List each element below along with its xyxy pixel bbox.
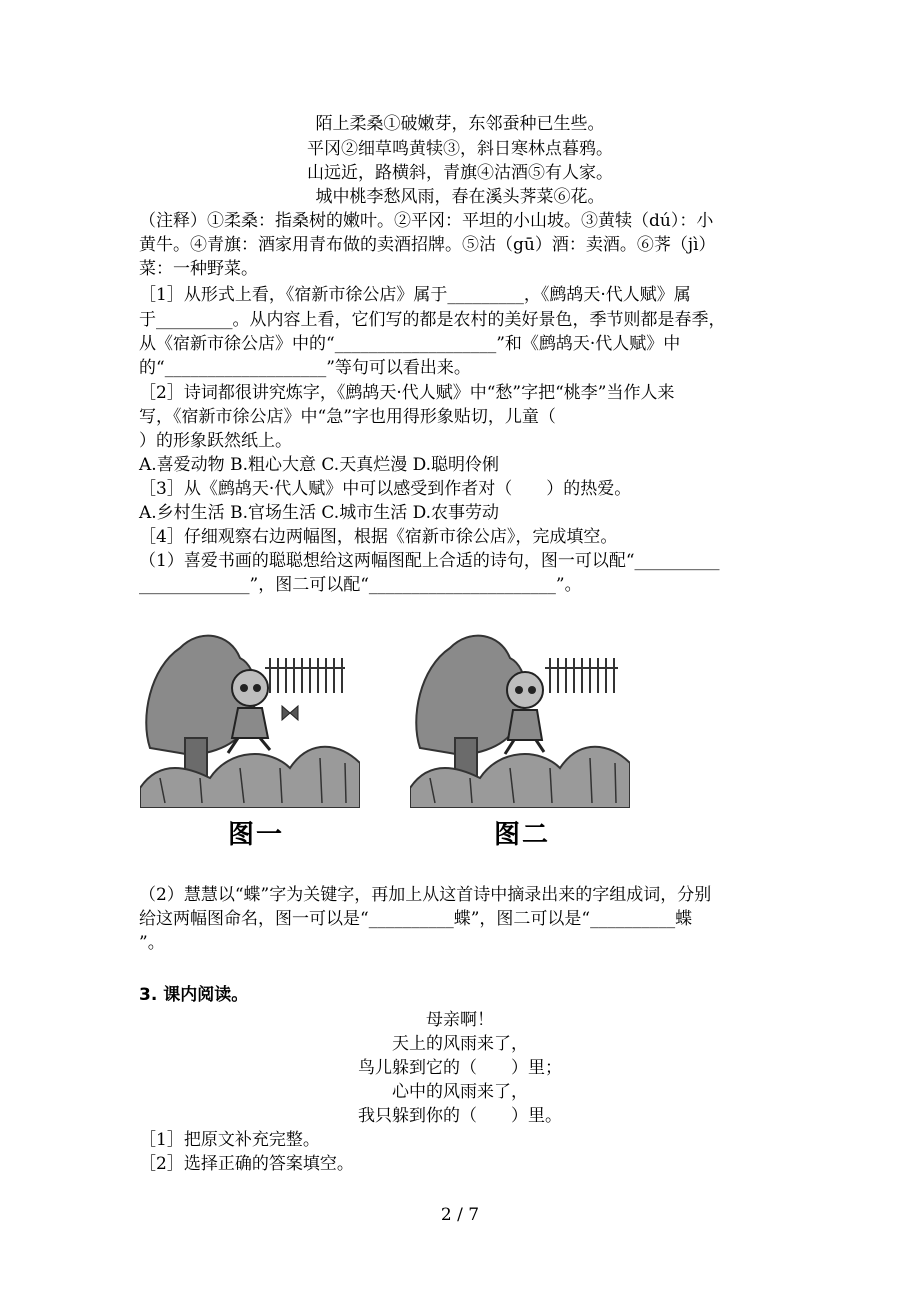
question-4b-line-3: ”。 bbox=[139, 933, 165, 953]
question-4b-line-1: （2）慧慧以“蝶”字为关键字，再加上从这首诗中摘录出来的字组成词，分别 bbox=[139, 885, 712, 905]
notes-line-2: 黄牛。④青旗：酒家用青布做的卖酒招牌。⑤沽（gū）酒：卖酒。⑥荠（jì） bbox=[139, 235, 716, 255]
question-3-line-1: ［3］从《鹧鸪天·代人赋》中可以感受到作者对（ ）的热爱。 bbox=[139, 479, 632, 499]
question-4b-line-2: 给这两幅图命名，图一可以是“__________蝶”，图二可以是“__________蝶 bbox=[139, 909, 693, 929]
question-2-options: A.喜爱动物 B.粗心大意 C.天真烂漫 D.聪明伶俐 bbox=[139, 455, 500, 475]
question-2-line-3: ）的形象跃然纸上。 bbox=[139, 431, 292, 451]
question-1-line-3: 从《宿新市徐公店》中的“___________________”和《鹧鸪天·代人赋》中 bbox=[139, 334, 681, 354]
question-5-line-2: ［2］选择正确的答案填空。 bbox=[139, 1154, 354, 1174]
question-1-line-4: 的“___________________”等句可以看出来。 bbox=[139, 358, 471, 378]
poem2-line-5: 我只躲到你的（ ）里。 bbox=[358, 1106, 562, 1126]
question-2-line-1: ［2］诗词都很讲究炼字，《鹧鸪天·代人赋》中“愁”字把“桃李”当作人来 bbox=[139, 383, 675, 403]
notes-line-1: （注释）①柔桑：指桑树的嫩叶。②平冈：平坦的小山坡。③黄犊（dú）：小 bbox=[139, 211, 714, 231]
question-1-line-1: ［1］从形式上看，《宿新市徐公店》属于_________，《鹧鸪天·代人赋》属 bbox=[139, 285, 691, 305]
poem2-line-4: 心中的风雨来了， bbox=[392, 1082, 528, 1102]
poem2-line-1: 母亲啊！ bbox=[426, 1010, 494, 1030]
poem-line-4: 城中桃李愁风雨，春在溪头荠菜⑥花。 bbox=[315, 187, 605, 207]
question-4-line-1: ［4］仔细观察右边两幅图，根据《宿新市徐公店》，完成填空。 bbox=[139, 527, 618, 547]
question-2-line-2: 写，《宿新市徐公店》中“急”字也用得形象贴切，儿童（ bbox=[139, 407, 556, 427]
poem-line-1: 陌上柔桑①破嫩芽，东邻蚕种已生些。 bbox=[315, 114, 605, 134]
question-3-options: A.乡村生活 B.官场生活 C.城市生活 D.农事劳动 bbox=[139, 503, 500, 523]
poem-line-3: 山远近，路横斜，青旗④沽酒⑤有人家。 bbox=[307, 163, 613, 183]
figure-1-caption: 图一 bbox=[228, 820, 285, 850]
poem2-line-2: 天上的风雨来了， bbox=[392, 1034, 528, 1054]
question-4-line-3: _____________”，图二可以配“______________________”。 bbox=[139, 575, 582, 595]
question-4-line-2: （1）喜爱书画的聪聪想给这两幅图配上合适的诗句，图一可以配“__________ bbox=[139, 551, 720, 571]
section-3-title: 3. 课内阅读。 bbox=[139, 985, 249, 1005]
question-5-line-1: ［1］把原文补充完整。 bbox=[139, 1130, 320, 1150]
notes-line-3: 菜：一种野菜。 bbox=[139, 259, 258, 279]
poem2-line-3: 鸟儿躲到它的（ ）里； bbox=[358, 1058, 562, 1078]
figure-2-caption: 图二 bbox=[494, 820, 551, 850]
poem-line-2: 平冈②细草鸣黄犊③，斜日寒林点暮鸦。 bbox=[307, 139, 613, 159]
question-1-line-2: 于_________。从内容上看，它们写的都是农村的美好景色，季节则都是春季， bbox=[139, 310, 726, 330]
figure-1-illustration bbox=[140, 628, 360, 808]
page-number: 2 / 7 bbox=[440, 1205, 480, 1225]
figure-2-illustration bbox=[410, 628, 630, 808]
